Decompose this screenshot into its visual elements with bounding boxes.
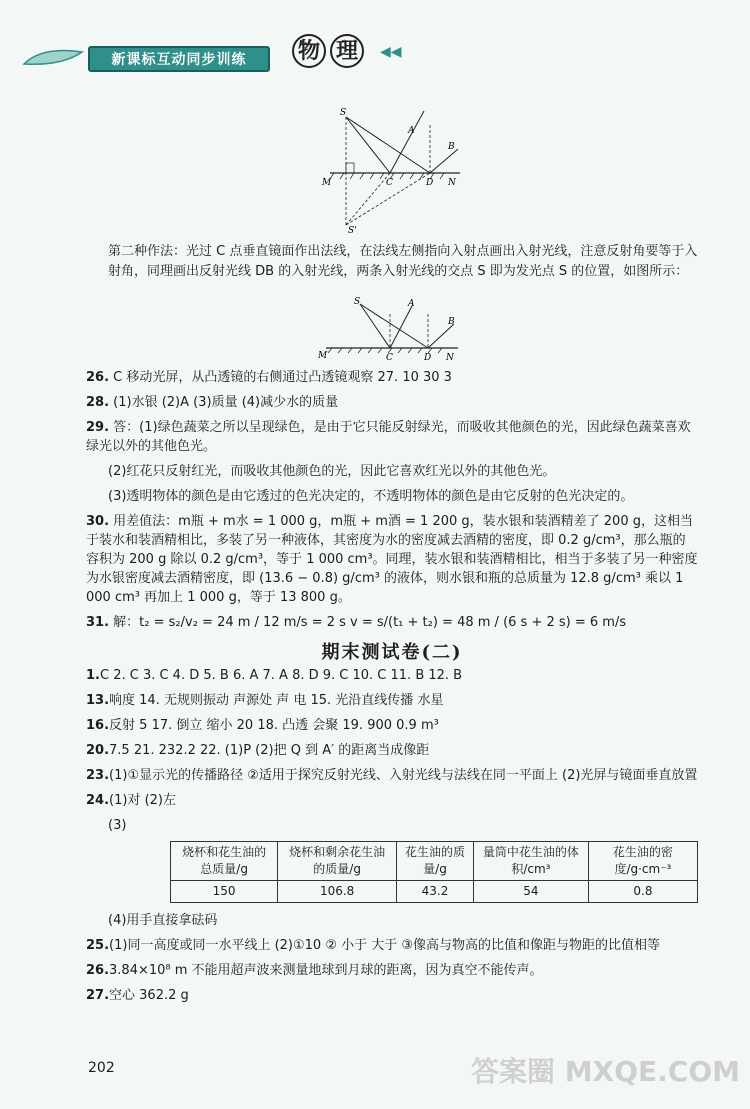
reflection-diagram-1 bbox=[320, 105, 470, 235]
series-title: 新课标互动同步训练 bbox=[88, 46, 270, 72]
svg-text:C: C bbox=[386, 178, 393, 188]
answers-top bbox=[86, 368, 698, 638]
answer-26: 26. C 移动光屏，从凸透镜的右侧通过凸透镜观察 27. 10 30 3 bbox=[86, 370, 452, 385]
svg-text:N: N bbox=[448, 178, 456, 188]
answers-bottom bbox=[86, 666, 698, 1011]
answer-26b: 26.3.84×10⁸ m 不能用超声波来测量地球到月球的距离，因为真空不能传声。 bbox=[86, 963, 543, 978]
answer-28: 28. (1)水银 (2)A (3)质量 (4)减少水的质量 bbox=[86, 395, 339, 410]
answer-27b: 27.空心 362.2 g bbox=[86, 988, 189, 1003]
svg-text:M: M bbox=[318, 351, 328, 361]
answer-24-3: (3) bbox=[108, 818, 127, 833]
table-row: 150 106.8 43.2 54 0.8 bbox=[171, 881, 698, 903]
svg-text:A: A bbox=[408, 299, 415, 309]
answer-24-4: (4)用手直接拿砝码 bbox=[108, 913, 218, 928]
answer-13-15: 13.响度 14. 无规则振动 声源处 声 电 15. 光沿直线传播 水星 bbox=[86, 693, 444, 708]
answer-30: 30. 用差值法：m瓶 + m水 = 1 000 g，m瓶 + m酒 = 1 200 g，装水银和装酒精差了 200 g，这相当于装水和装酒精相比，多装了另一种液体，其密度为水的密度减去酒精的密度，即 0.2 g/cm³，那么瓶的容积为 200 g 除以 0.2 g/cm³，等于 1 000 cm³。同理，装水银和装酒精相比，相当于多装了另一种密度为水银密度减去酒精密度，即 (13.6 − 0.8) g/cm³ 的液体，则水银和瓶的总质量为 12.8 g/cm³ 乘以 1 000 cm³ 再加上 1 000 g，等于 13 800 g。 bbox=[86, 514, 698, 605]
svg-text:B: B bbox=[448, 317, 455, 327]
answer-20-22: 20.7.5 21. 232.2 22. (1)P (2)把 Q 到 A′ 的距离当成像距 bbox=[86, 743, 430, 758]
subject-title: 物 理 bbox=[292, 34, 368, 68]
svg-text:C: C bbox=[386, 353, 393, 363]
svg-text:M: M bbox=[322, 178, 332, 188]
data-table bbox=[170, 841, 698, 903]
answer-29-2: (2)红花只反射红光，而吸收其他颜色的光，因此它喜欢红光以外的其他色光。 bbox=[108, 464, 556, 479]
svg-text:S: S bbox=[340, 108, 347, 118]
answer-31: 31. 解：t₂ = s₂/v₂ = 24 m / 12 m/s = 2 s v = s/(t₁ + t₂) = 48 m / (6 s + 2 s) = 6 m/s bbox=[86, 615, 627, 630]
page-number: 202 bbox=[88, 1060, 115, 1076]
answer-16-19: 16.反射 5 17. 倒立 缩小 20 18. 凸透 会聚 19. 900 0.9 m³ bbox=[86, 718, 439, 733]
svg-text:D: D bbox=[424, 353, 432, 363]
answer-25: 25.(1)同一高度或同一水平线上 (2)①10 ② 小于 大于 ③像高与物高的比值和像距与物距的比值相等 bbox=[86, 938, 661, 953]
answer-24: 24.(1)对 (2)左 bbox=[86, 793, 176, 808]
answer-23: 23.(1)①显示光的传播路径 ②适用于探究反射光线、入射光线与法线在同一平面上 (2)光屏与镜面垂直放置 bbox=[86, 768, 698, 783]
table-header-row: 烧杯和花生油的总质量/g 烧杯和剩余花生油的质量/g 花生油的质量/g 量筒中花生油的体积/cm³ 花生油的密度/g·cm⁻³ bbox=[171, 842, 698, 881]
arrows-icon: ◀◀ bbox=[380, 44, 402, 60]
svg-text:B: B bbox=[448, 142, 455, 152]
watermark: 答案圈 MXQE.COM bbox=[471, 1055, 740, 1088]
page-header bbox=[0, 0, 750, 90]
svg-text:A: A bbox=[408, 126, 415, 136]
method2-text: 第二种作法：光过 C 点垂直镜面作出法线，在法线左侧指向入射点画出入射光线，注意反射角要等于入射角，同理画出反射光线 DB 的入射光线，两条入射光线的交点 S 即为发光点 S 的位置，如图所示： bbox=[108, 244, 698, 279]
leaf-icon bbox=[22, 44, 86, 70]
answer-29: 29. 答：(1)绿色蔬菜之所以呈现绿色，是由于它只能反射绿光，而吸收其他颜色的光，因此绿色蔬菜喜欢绿光以外的其他色光。 bbox=[86, 420, 691, 454]
answer-1-12: 1.C 2. C 3. C 4. D 5. B 6. A 7. A 8. D 9. C 10. C 11. B 12. B bbox=[86, 668, 463, 683]
svg-text:S': S' bbox=[348, 226, 357, 235]
svg-text:D: D bbox=[426, 178, 434, 188]
svg-text:N: N bbox=[446, 353, 454, 363]
svg-text:S: S bbox=[354, 297, 361, 307]
section-title: 期末测试卷(二) bbox=[321, 642, 463, 663]
reflection-diagram-2 bbox=[318, 294, 468, 364]
answer-29-3: (3)透明物体的颜色是由它透过的色光决定的，不透明物体的颜色是由它反射的色光决定的。 bbox=[108, 489, 634, 504]
